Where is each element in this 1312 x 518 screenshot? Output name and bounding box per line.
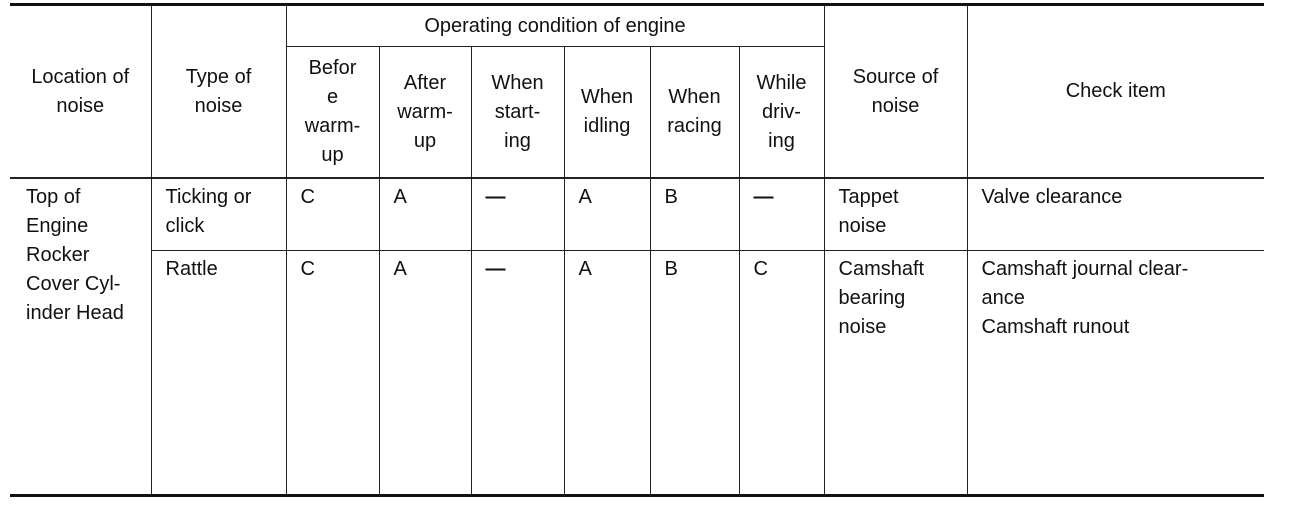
header-when-starting: When start- ing bbox=[471, 47, 564, 179]
condition-cell: A bbox=[379, 178, 471, 250]
condition-cell: B bbox=[650, 178, 739, 250]
condition-cell: — bbox=[739, 178, 824, 250]
condition-cell: A bbox=[564, 250, 650, 495]
source-cell: Camshaft bearing noise bbox=[824, 250, 967, 495]
header-type-of-noise: Type of noise bbox=[151, 5, 286, 179]
type-cell: Ticking or click bbox=[151, 178, 286, 250]
check-item-cell: Valve clearance bbox=[967, 178, 1264, 250]
condition-cell: — bbox=[471, 250, 564, 495]
table-row bbox=[10, 250, 1264, 495]
condition-cell: A bbox=[379, 250, 471, 495]
condition-cell: — bbox=[471, 178, 564, 250]
header-source-of-noise: Source of noise bbox=[824, 5, 967, 179]
header-when-racing: When racing bbox=[650, 47, 739, 179]
header-location-of-noise: Location of noise bbox=[10, 5, 151, 179]
noise-diagnosis-table bbox=[10, 3, 1264, 495]
header-row bbox=[10, 5, 1264, 47]
type-cell: Rattle bbox=[151, 250, 286, 495]
condition-cell: C bbox=[739, 250, 824, 495]
table-row bbox=[10, 178, 1264, 250]
condition-cell: C bbox=[286, 178, 379, 250]
location-cell: Top of Engine Rocker Cover Cyl- inder Head bbox=[10, 178, 151, 495]
table-bottom-rule bbox=[10, 494, 1264, 497]
condition-cell: C bbox=[286, 250, 379, 495]
condition-cell: B bbox=[650, 250, 739, 495]
source-cell: Tappet noise bbox=[824, 178, 967, 250]
noise-diagnosis-table-frame bbox=[10, 3, 1264, 499]
header-after-warm-up: After warm- up bbox=[379, 47, 471, 179]
header-when-idling: When idling bbox=[564, 47, 650, 179]
header-before-warm-up: Befor e warm- up bbox=[286, 47, 379, 179]
header-operating-condition: Operating condition of engine bbox=[286, 5, 824, 47]
check-item-cell: Camshaft journal clear- ance Camshaft runout bbox=[967, 250, 1264, 495]
condition-cell: A bbox=[564, 178, 650, 250]
header-check-item: Check item bbox=[967, 5, 1264, 179]
header-while-driving: While driv- ing bbox=[739, 47, 824, 179]
